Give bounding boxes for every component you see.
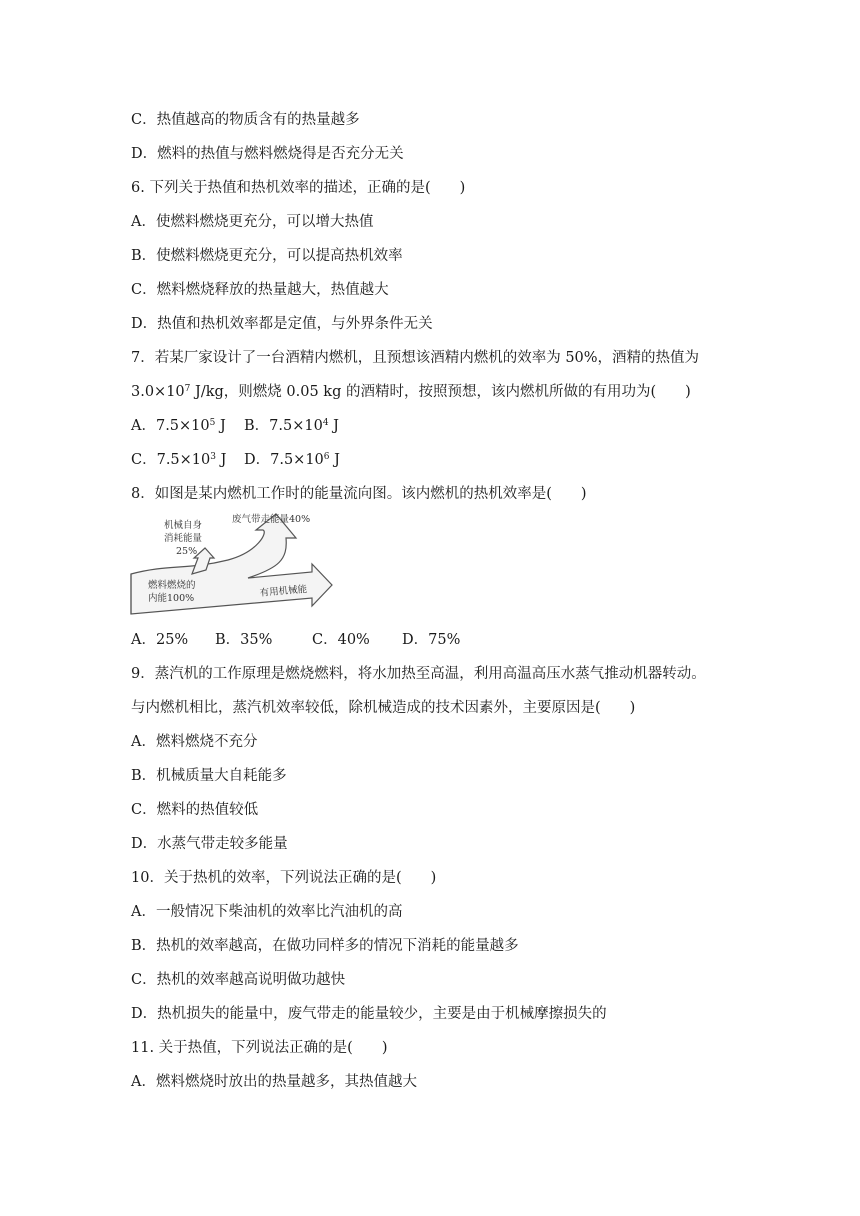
q6-stem: 6. 下列关于热值和热机效率的描述，正确的是( ) <box>131 180 466 196</box>
q9-option-d: D．水蒸气带走较多能量 <box>131 836 288 852</box>
q10-option-d: D．热机损失的能量中，废气带走的能量较少，主要是由于机械摩擦损失的 <box>131 1006 607 1022</box>
q7-option-b: B．$7.5\times 10^4$ J <box>244 418 339 434</box>
self-loss-label-3: 25% <box>176 546 198 557</box>
q11-option-a: A．燃料燃烧时放出的热量越多，其热值越大 <box>131 1074 417 1090</box>
q10-option-a: A．一般情况下柴油机的效率比汽油机的高 <box>131 904 403 920</box>
energy-flow-diagram <box>128 512 340 618</box>
q10-option-c: C．热机的效率越高说明做功越快 <box>131 972 346 988</box>
q10-option-b: B．热机的效率越高，在做功同样多的情况下消耗的能量越多 <box>131 938 519 954</box>
input-energy-label-1: 燃料燃烧的 <box>148 580 196 591</box>
q7-stem-line2: $3.0\times 10^7$ J/kg，则燃烧 0.05 kg 的酒精时，按照预想，该内燃机所做的有用功为( ) <box>131 384 691 400</box>
self-loss-label-2: 消耗能量 <box>164 533 203 544</box>
q6-option-b: B．使燃料燃烧更充分，可以提高热机效率 <box>131 248 403 264</box>
q7-option-a: A．$7.5\times 10^5$ J <box>131 418 226 434</box>
q6-option-c: C．燃料燃烧释放的热量越大，热值越大 <box>131 282 389 298</box>
q11-stem: 11. 关于热值，下列说法正确的是( ) <box>131 1040 388 1056</box>
q8-option-a: A．25% <box>131 632 189 648</box>
useful-energy-label: 有用机械能 <box>259 583 308 599</box>
q5-option-d: D．燃料的热值与燃料燃烧得是否充分无关 <box>131 146 404 162</box>
q9-option-a: A．燃料燃烧不充分 <box>131 734 258 750</box>
q9-option-c: C．燃料的热值较低 <box>131 802 259 818</box>
q8-option-d: D．75% <box>402 632 461 648</box>
q8-option-c: C．40% <box>312 632 370 648</box>
q7-option-d: D．$7.5\times 10^6$ J <box>244 452 340 468</box>
q9-stem-line1: 9．蒸汽机的工作原理是燃烧燃料，将水加热至高温，利用高温高压水蒸气推动机器转动。 <box>131 666 706 682</box>
q9-stem-line2: 与内燃机相比，蒸汽机效率较低，除机械造成的技术因素外，主要原因是( ) <box>131 700 636 716</box>
q8-stem: 8．如图是某内燃机工作时的能量流向图。该内燃机的热机效率是( ) <box>131 486 587 502</box>
q7-option-c: C．$7.5\times 10^3$ J <box>131 452 227 468</box>
q9-option-b: B．机械质量大自耗能多 <box>131 768 287 784</box>
q6-option-a: A．使燃料燃烧更充分，可以增大热值 <box>131 214 374 230</box>
exhaust-loss-label: 废气带走能量40% <box>232 514 311 525</box>
input-energy-label-2: 内能100% <box>148 593 195 604</box>
q6-option-d: D．热值和热机效率都是定值，与外界条件无关 <box>131 316 433 332</box>
q7-stem-line1: 7．若某厂家设计了一台酒精内燃机，且预想该酒精内燃机的效率为 50%，酒精的热值为 <box>131 350 700 366</box>
q8-option-b: B．35% <box>215 632 273 648</box>
q10-stem: 10．关于热机的效率，下列说法正确的是( ) <box>131 870 437 886</box>
self-loss-label-1: 机械自身 <box>164 520 203 531</box>
q5-option-c: C．热值越高的物质含有的热量越多 <box>131 112 360 128</box>
